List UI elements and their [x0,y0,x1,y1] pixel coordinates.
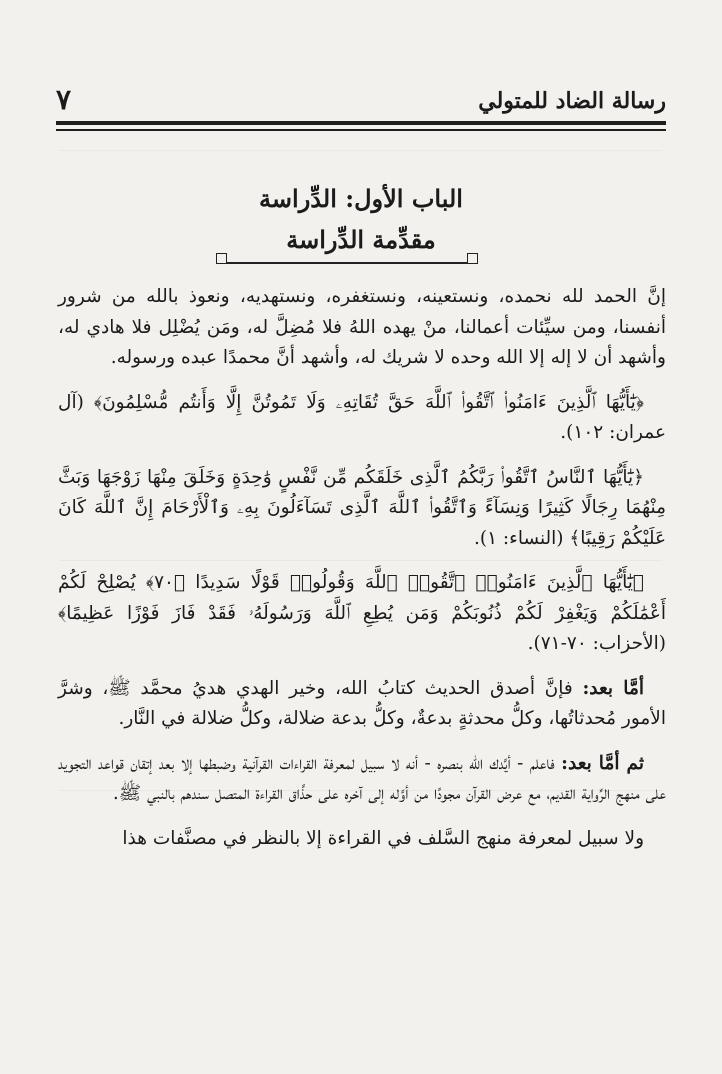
paragraph-opening: إنَّ الحمد لله نحمده، ونستعينه، ونستغفره، ونستهديه، ونعوذ بالله من شرور أنفسنا، ومن سيِّئات أعمالنا، منْ يهده اللهُ فلا مُضِلَّ له، ومَن يُضْلِل فلا هادي له، وأشهد أن لا إله إلا الله وحده لا شريك له، وأشهد أنَّ محمدًا عبده ورسوله. [58,286,666,368]
header-rule-thin [56,129,666,131]
running-title: رسالة الضاد للمتولي [478,88,666,114]
paragraph-verse-al-ahzab [58,568,666,660]
verse-reference: (آل عمران: ١٠٢). [58,391,666,443]
running-head [56,82,666,114]
paragraph-amma-bad [58,674,666,735]
paragraph-verse-an-nisa [58,463,666,555]
ornament-square-icon [216,253,227,264]
paragraph-thumma-amma-bad [58,749,666,810]
body-text [58,282,666,868]
paragraph-lead: أمَّا بعد: [582,677,644,699]
chapter-title: الباب الأول: الدِّراسة [259,184,463,213]
title-ornament [216,247,478,267]
ornament-square-icon [467,253,478,264]
paragraph-lead: ثم أمَّا بعد: [561,752,644,774]
quran-verse: ﴿يَٰٓأَيُّهَا ٱلَّذِينَ ءَامَنُوا۟ ٱتَّقُوا۟ ٱللَّهَ حَقَّ تُقَاتِهِۦ وَلَا تَمُوتُنَّ إِلَّا وَأَنتُم مُّسْلِمُونَ﴾ [93,391,644,413]
paragraph-text: فاعلم - أيَّدك الله بنصره - أنه لا سبيل لمعرفة القراءات القرآنية وضبطها إلا بعد إتقان قواعد التجويد على منهج الرِّواية القديم، مع عرض القرآن مجودًا من أوَّله إلى آخره على حذَّاق القراءة المتصل سندهم بالنبي ﷺ. [58,752,666,804]
quran-verse: ﴿يَٰٓأَيُّهَا ٱلَّذِينَ ءَامَنُوا۟ ٱتَّقُوا۟ ٱللَّهَ وَقُولُوا۟ قَوْلًا سَدِيدًا ﴿٧٠﴾ يُصْلِحْ لَكُمْ أَعْمَٰلَكُمْ وَيَغْفِرْ لَكُمْ ذُنُوبَكُمْ وَمَن يُطِعِ ٱللَّهَ وَرَسُولَهُۥ فَقَدْ فَازَ فَوْزًا عَظِيمًا﴾ [58,572,666,624]
verse-reference: (الأحزاب: ٧٠-٧١). [527,633,666,654]
paragraph-verse-al-imran [58,388,666,449]
verse-reference: (النساء: ١). [473,527,564,549]
header-rule-thick [56,121,666,125]
ornament-line [220,262,474,264]
quran-verse: ﴿يَٰٓأَيُّهَا ٱلنَّاسُ ٱتَّقُوا۟ رَبَّكُمُ ٱلَّذِى خَلَقَكُم مِّن نَّفْسٍ وَٰحِدَةٍ وَخَلَقَ مِنْهَا زَوْجَهَا وَبَثَّ مِنْهُمَا رِجَالًا كَثِيرًا وَنِسَآءً وَٱتَّقُوا۟ ٱللَّهَ ٱلَّذِى تَسَآءَلُونَ بِهِۦ وَٱلْأَرْحَامَ إِنَّ ٱللَّهَ كَانَ عَلَيْكُمْ رَقِيبًا﴾ [58,466,666,549]
section-title: مقدِّمة الدِّراسة [286,225,436,254]
paragraph-continuing: ولا سبيل لمعرفة منهج السَّلف في القراءة إلا بالنظر في مصنَّفات هذا [122,827,644,849]
paragraph-text: فإنَّ أصدق الحديث كتابُ الله، وخير الهدي هديُ محمَّد ﷺ، وشرَّ الأمور مُحدثاتُها، وكلُّ محدثةٍ بدعةٌ، وكلُّ بدعة ضلالة، وكلُّ ضلالة في النَّار. [58,677,666,729]
bleed-through [60,150,662,151]
page-number: ٧ [56,83,72,116]
